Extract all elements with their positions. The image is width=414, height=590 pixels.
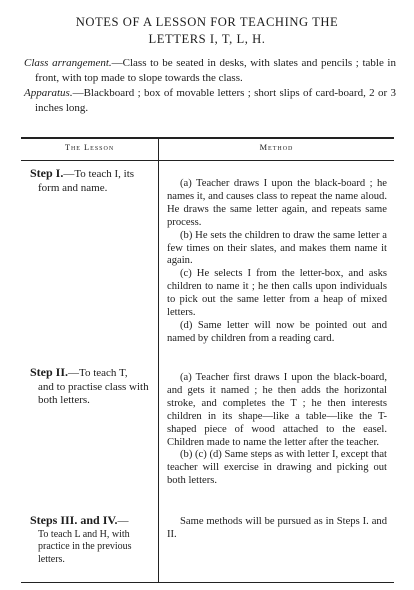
step-1-label: Step I. [30,166,64,180]
step-1-text: —To teach I, its [63,168,135,180]
title-line-2: LETTERS I, T, L, H. [148,32,266,46]
apparatus-text: —Blackboard ; box of movable letters ; short slips of card-board, 2 or 3 inches long. [35,87,396,114]
step-2-method-a: (a) Teacher first draws I upon the black-board, and gets it named ; he then adds the horizontal stroke, and completes the T ; he then interests children in its shape—like a table—like the T-shaped piece of wood attached to the easel. Children made to name the letter after the teacher. [167,372,387,448]
step-3-method [167,516,387,542]
step-2-lesson [30,366,152,408]
apparatus-label: Apparatus. [24,87,73,99]
step-1-method-a: (a) Teacher draws I upon the black-board ; he names it, and causes class to repeat the name aloud. He draws the same letter again, and repeats same process. [167,178,387,228]
step-2-method-b: (b) (c) (d) Same steps as with letter I, except that teacher will exercise in drawing and picking out both letters. [167,449,387,487]
class-arrangement-text: —Class to be seated in desks, with slates and pencils ; table in front, with top made to slope towards the class. [35,57,396,84]
step-2-method [167,372,387,488]
step-3-label: Steps III. and IV. [30,513,118,527]
column-header-lesson: The Lesson [64,143,115,152]
column-header-method: Method [259,143,294,152]
step-2-continuation: and to practise class with both letters. [38,380,149,407]
step-1-method [167,178,387,346]
step-3-method-text: Same methods will be pursued as in Steps I. and II. [167,516,387,540]
step-1-method-c: (c) He selects I from the letter-box, and asks children to name it ; he then calls upon individuals to pick out the same letter from a heap of mixed letters. [167,268,387,319]
step-3-text: — [117,515,129,527]
table-header-rule [21,160,394,161]
step-1-continuation: form and name. [38,181,108,194]
class-arrangement-label: Class arrangement. [24,57,112,69]
step-2-text: —To teach T, [68,367,128,379]
step-3-lesson [30,514,152,566]
title-line-1: NOTES OF A LESSON FOR TEACHING THE [75,15,339,29]
step-2-label: Step II. [30,365,69,379]
table-bottom-rule [21,582,394,583]
table-top-rule [21,137,394,139]
apparatus-paragraph [24,86,396,116]
class-arrangement-paragraph [24,56,396,86]
step-1-lesson [30,167,152,195]
step-3-continuation: To teach L and H, with practice in the previous letters. [38,528,132,565]
step-1-method-d: (d) Same letter will now be pointed out and named by children from a reading card. [167,319,387,344]
step-1-method-b: (b) He sets the children to draw the same letter a few times on their slates, and makes them name it again. [167,229,387,267]
column-divider [158,138,159,583]
